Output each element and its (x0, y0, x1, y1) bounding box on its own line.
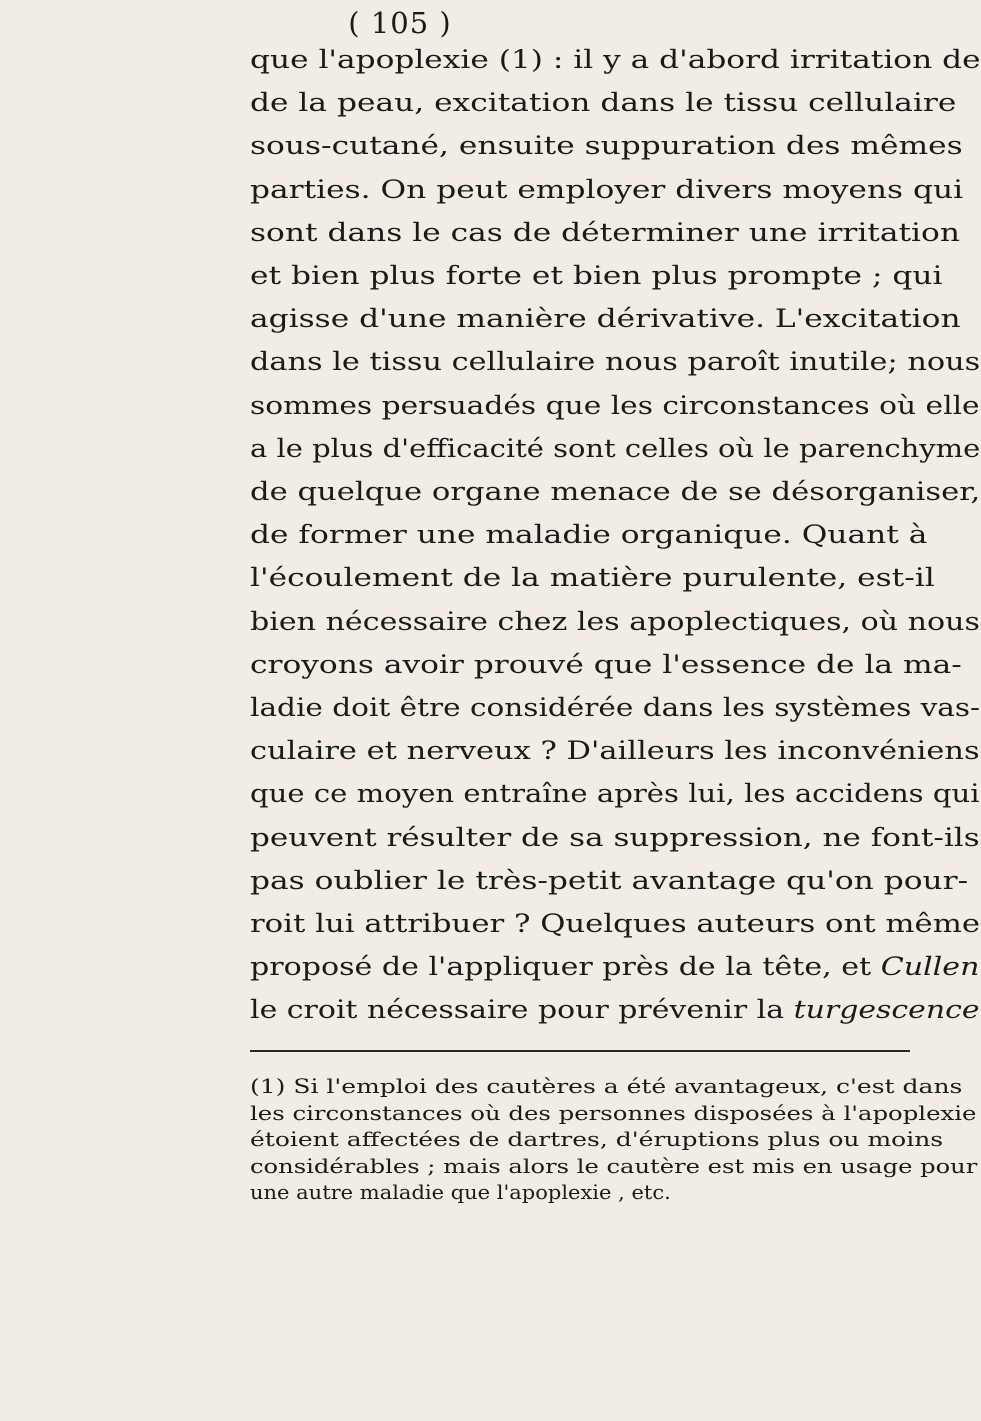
text-line: ladie doit être considérée dans les systèmes vas- (250, 693, 981, 722)
footnote-line: étoient affectées de dartres, d'éruptions plus ou moins (250, 1127, 944, 1151)
text-line: et bien plus forte et bien plus prompte ; qui (250, 261, 943, 290)
text-line: croyons avoir prouvé que l'essence de la ma- (250, 649, 962, 679)
author-name: Cullen (880, 952, 980, 982)
text-line: sont dans le cas de déterminer une irritation (250, 217, 960, 247)
text-segment: proposé de l'appliquer près de la tête, et (250, 952, 872, 982)
text-line: dans le tissu cellulaire nous paroît inutile; nous (250, 347, 981, 377)
text-segment: le croit nécessaire pour prévenir la (250, 995, 785, 1025)
page-number: ( 105 ) (348, 6, 452, 40)
text-line-with-term (250, 995, 980, 1025)
text-line: que l'apoplexie (1) : il y a d'abord irritation de (250, 45, 981, 74)
footnote-divider (250, 1050, 910, 1052)
footnote-line: les circonstances où des personnes disposées à l'apoplexie (250, 1100, 977, 1125)
text-line: de former une maladie organique. Quant à (250, 520, 928, 550)
text-line: parties. On peut employer divers moyens qui (250, 174, 964, 204)
italic-term: turgescence (793, 995, 980, 1025)
text-line: roit lui attribuer ? Quelques auteurs ont même (250, 909, 981, 938)
text-line: l'écoulement de la matière purulente, est-il (250, 563, 935, 593)
text-line: que ce moyen entraîne après lui, les accidens qui (250, 779, 980, 809)
text-line: de quelque organe menace de se désorganiser, (250, 477, 981, 506)
text-line: agisse d'une manière dérivative. L'excitation (250, 304, 961, 334)
text-line: bien nécessaire chez les apoplectiques, où nous (250, 606, 980, 636)
text-line: a le plus d'efficacité sont celles où le parenchyme (250, 433, 981, 463)
text-line: sous-cutané, ensuite suppuration des mêmes (250, 131, 963, 161)
text-line: peuvent résulter de sa suppression, ne font-ils (250, 822, 980, 852)
text-line: culaire et nerveux ? D'ailleurs les inconvéniens (250, 736, 980, 766)
text-line: de la peau, excitation dans le tissu cellulaire (250, 88, 957, 118)
text-line-with-name (250, 952, 979, 982)
footnote-line: considérables ; mais alors le cautère est mis en usage pour (250, 1153, 978, 1178)
footnote-line: (1) Si l'emploi des cautères a été avantageux, c'est dans (250, 1074, 963, 1098)
text-line: pas oublier le très-petit avantage qu'on pour- (250, 865, 969, 895)
footnote-line: une autre maladie que l'apoplexie , etc. (250, 1180, 671, 1204)
text-line: sommes persuadés que les circonstances où elle (250, 390, 980, 420)
